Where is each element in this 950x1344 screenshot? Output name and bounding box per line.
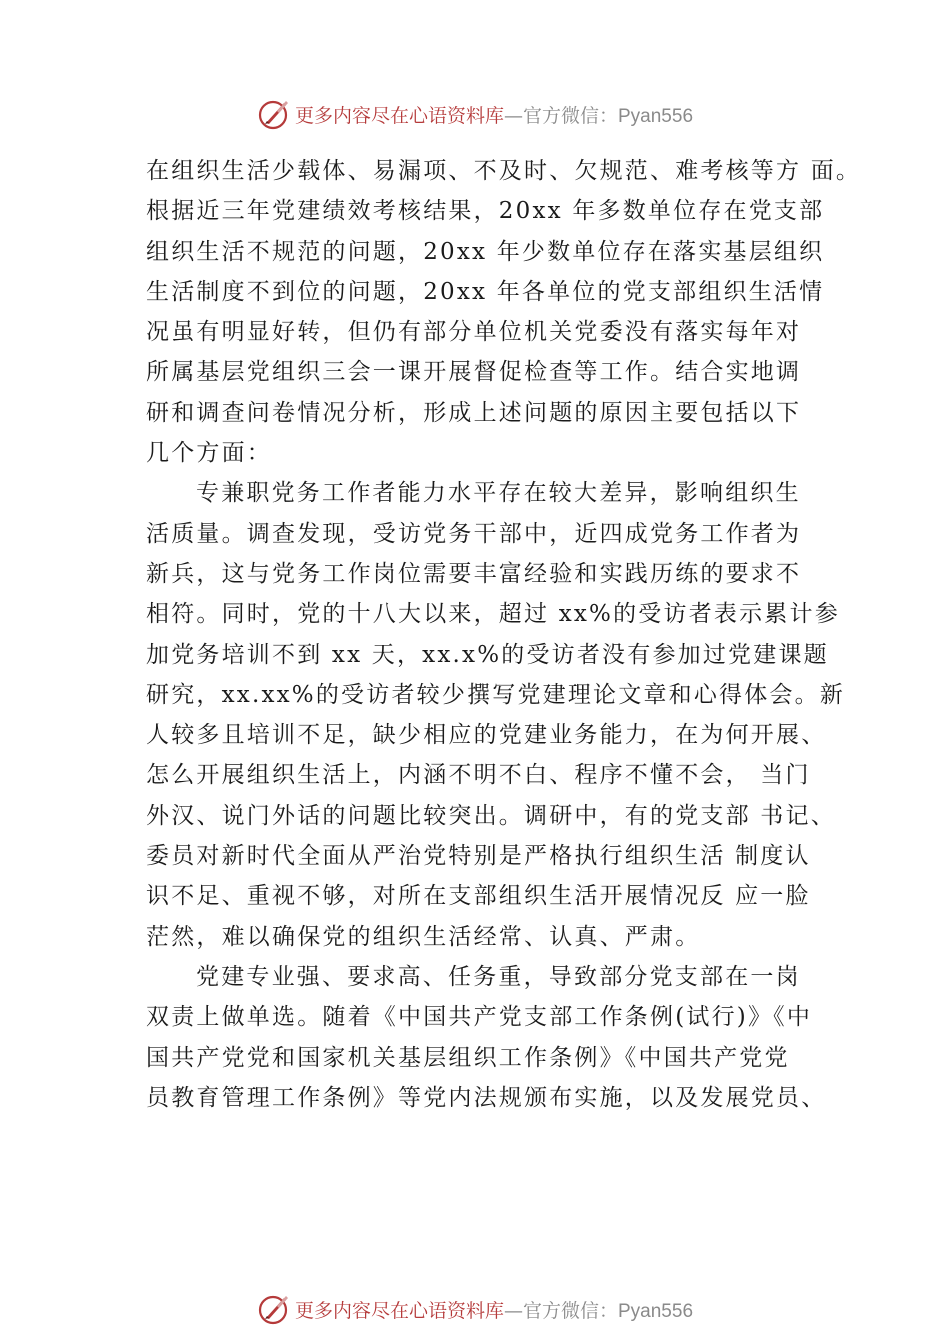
text-line: 活质量。调查发现，受访党务干部中，近四成党务工作者为 [146,520,802,547]
banner-separator: — [503,104,523,127]
text-line: 相符。同时，党的十八大以来，超过 xx%的受访者表示累计参 [146,601,840,628]
text-line: 研究，xx.xx%的受访者较少撰写党建理论文章和心得体会。新 [146,681,846,708]
quill-logo-icon [257,1292,291,1326]
footer-banner [0,1287,950,1331]
text-line: 加党务培训不到 xx 天，xx.x%的受访者没有参加过党建课题 [146,641,829,668]
text-line: 几个方面： [146,440,272,467]
text-line: 双责上做单选。随着《中国共产党支部工作条例(试行)》《中 [146,1004,813,1031]
text-line: 人较多且培训不足，缺少相应的党建业务能力，在为何开展、 [146,722,827,749]
banner-main-text: 更多内容尽在心语资料库 [294,1299,504,1322]
text-line: 员教育管理工作条例》等党内法规颁布实施，以及发展党员、 [146,1084,827,1111]
paragraph-2 [146,473,846,957]
banner-line [295,1296,693,1323]
banner-line [295,101,693,128]
banner-wechat-id: Pyan556 [618,105,694,127]
text-line: 国共产党党和国家机关基层组织工作条例》《中国共产党党 [146,1044,790,1071]
text-line: 根据近三年党建绩效考核结果，20xx 年多数单位存在党支部 [146,198,825,225]
text-line: 党建专业强、要求高、任务重，导致部分党支部在一岗 [196,963,801,990]
paragraph-3 [146,957,836,1118]
text-line: 在组织生活少载体、易漏项、不及时、欠规范、难考核等方 面。 [146,158,862,184]
text-line: 新兵，这与党务工作岗位需要丰富经验和实践历练的要求不 [146,560,802,587]
text-line: 识不足、重视不够，对所在支部组织生活开展情况反 应一脸 [146,883,811,910]
text-line: 怎么开展组织生活上，内涵不明不白、程序不懂不会， 当门 [146,762,811,789]
text-line: 研和调查问卷情况分析，形成上述问题的原因主要包括以下 [146,399,802,426]
banner-wechat-label: 官方微信： [522,1299,618,1322]
text-line: 所属基层党组织三会一课开展督促检查等工作。结合实地调 [146,359,802,386]
banner-wechat-label: 官方微信： [522,104,618,127]
text-line: 外汉、说门外话的问题比较突出。调研中，有的党支部 书记、 [146,802,836,829]
text-line: 茫然，难以确保党的组织生活经常、认真、严肃。 [146,923,701,950]
paragraph-1 [146,151,862,473]
text-line: 组织生活不规范的问题，20xx 年少数单位存在落实基层组织 [146,238,825,265]
text-line: 生活制度不到位的问题，20xx 年各单位的党支部组织生活情 [146,278,825,305]
document-body [146,151,862,1118]
banner-separator: — [503,1299,523,1322]
text-line: 况虽有明显好转，但仍有部分单位机关党委没有落实每年对 [146,319,802,346]
quill-logo-icon [257,97,291,131]
banner-main-text: 更多内容尽在心语资料库 [294,104,504,127]
banner-wechat-id: Pyan556 [618,1300,694,1322]
text-line: 专兼职党务工作者能力水平存在较大差异，影响组织生 [196,480,801,507]
header-banner [0,92,950,136]
text-line: 委员对新时代全面从严治党特别是严格执行组织生活 制度认 [146,843,811,870]
